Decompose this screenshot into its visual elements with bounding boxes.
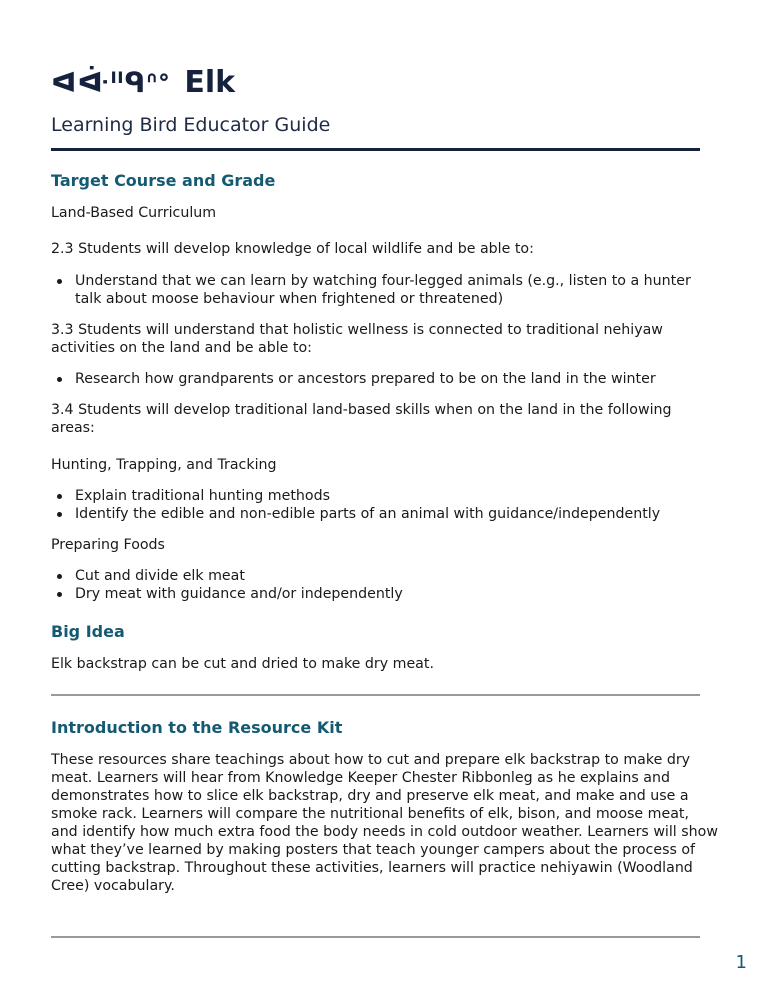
document-title [51, 64, 235, 100]
outcome-2-3-list [51, 272, 719, 308]
list-item: Cut and divide elk meat [51, 567, 719, 585]
footer-divider [51, 936, 700, 938]
list-item: Explain traditional hunting methods [51, 487, 719, 505]
cree-syllabics-title: ᐊᐚᐦᑫᐢᐤ [51, 65, 171, 99]
list-item: Understand that we can learn by watching four-legged animals (e.g., listen to a hunter talk about moose behaviour when frightened or threatened) [51, 272, 719, 308]
big-idea-text: Elk backstrap can be cut and dried to make dry meat. [51, 656, 434, 672]
document-subtitle: Learning Bird Educator Guide [51, 114, 331, 136]
area-hunting: Hunting, Trapping, and Tracking [51, 457, 277, 473]
english-title: Elk [184, 64, 236, 100]
intro-text: These resources share teachings about how to cut and prepare elk backstrap to make dry meat. Learners will hear from Knowledge Keeper Chester Ribbonleg as he explains and demonstrates how to slice elk backstrap, dry and preserve elk meat, and make and use a smoke rack. Learners will compare the nutritional benefits of elk, bison, and moose meat, and identify how much extra food the body needs in cold outdoor weather. Learners will show what they’ve learned by making posters that teach younger campers about the process of cutting backstrap. Throughout these activities, learners will practice nehiyawin (Woodland Cree) vocabulary. [51, 752, 718, 894]
page-number: 1 [735, 952, 747, 973]
big-idea-heading: Big Idea [51, 622, 125, 641]
header-divider [51, 148, 700, 151]
course-name: Land-Based Curriculum [51, 205, 217, 221]
target-course-heading: Target Course and Grade [51, 171, 276, 190]
area-preparing-foods: Preparing Foods [51, 537, 165, 553]
outcome-3-4: 3.4 Students will develop traditional land-based skills when on the land in the following areas: [51, 402, 672, 436]
hunting-list [51, 487, 719, 523]
outcome-3-3-list [51, 370, 719, 388]
list-item: Research how grandparents or ancestors prepared to be on the land in the winter [51, 370, 719, 388]
section-divider [51, 694, 700, 696]
preparing-foods-list [51, 567, 719, 603]
outcome-2-3: 2.3 Students will develop knowledge of local wildlife and be able to: [51, 241, 534, 257]
outcome-3-3: 3.3 Students will understand that holistic wellness is connected to traditional nehiyaw activities on the land and be able to: [51, 322, 663, 356]
list-item: Identify the edible and non-edible parts of an animal with guidance/independently [51, 505, 719, 523]
list-item: Dry meat with guidance and/or independently [51, 585, 719, 603]
intro-heading: Introduction to the Resource Kit [51, 718, 343, 737]
